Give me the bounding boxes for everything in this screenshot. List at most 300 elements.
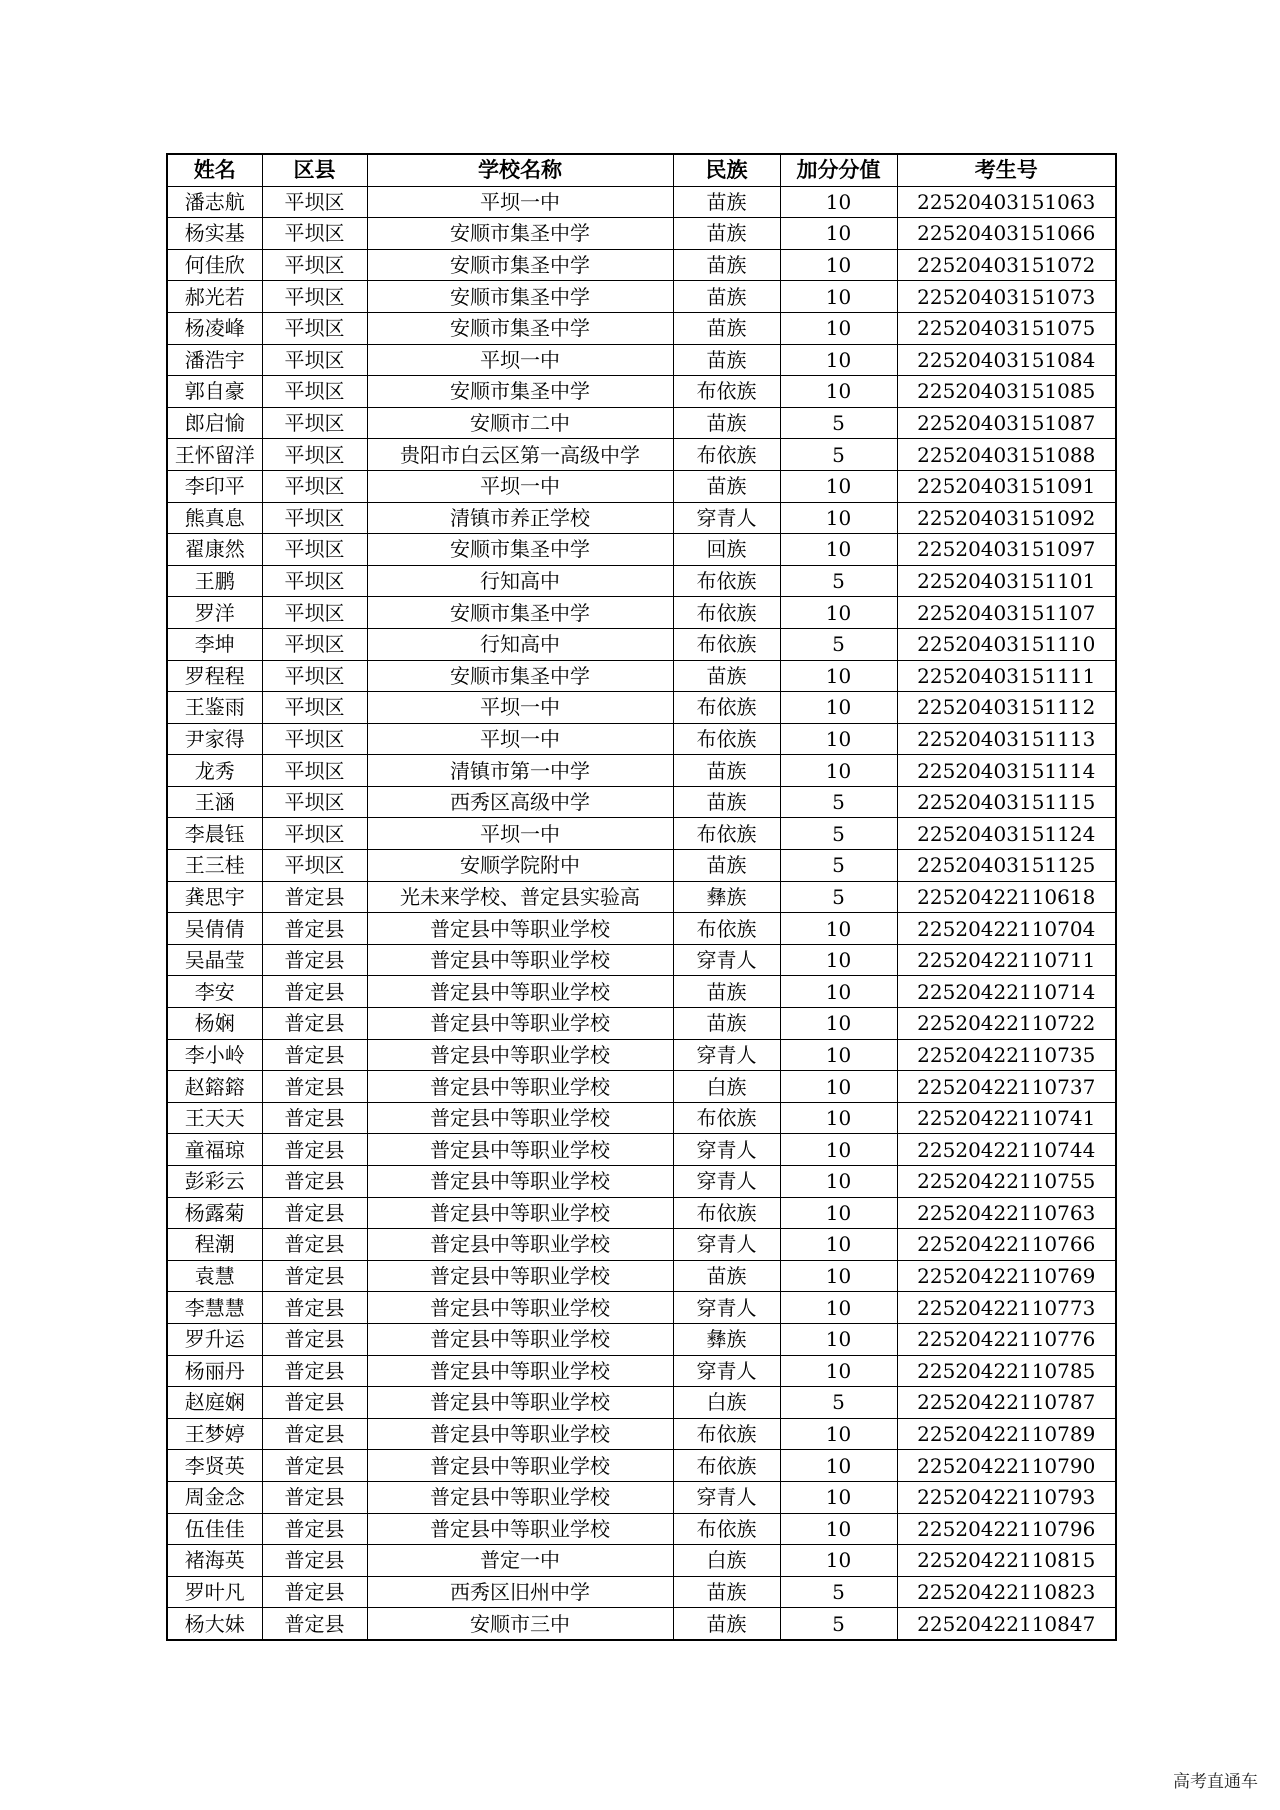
- cell-ethnicity: 白族: [673, 1545, 780, 1577]
- cell-ethnicity: 回族: [673, 534, 780, 566]
- cell-district: 普定县: [262, 1071, 367, 1103]
- cell-bonus-points: 10: [780, 1008, 897, 1040]
- cell-name: 杨娴: [167, 1008, 262, 1040]
- cell-district: 平坝区: [262, 249, 367, 281]
- cell-ethnicity: 苗族: [673, 344, 780, 376]
- cell-school: 普定县中等职业学校: [367, 976, 673, 1008]
- cell-exam-number: 22520422110769: [897, 1260, 1116, 1292]
- cell-bonus-points: 10: [780, 1450, 897, 1482]
- cell-name: 李安: [167, 976, 262, 1008]
- cell-name: 王天天: [167, 1102, 262, 1134]
- cell-district: 平坝区: [262, 692, 367, 724]
- cell-district: 平坝区: [262, 439, 367, 471]
- table-row: [167, 1071, 1116, 1103]
- table-row: [167, 1197, 1116, 1229]
- cell-name: 童福琼: [167, 1134, 262, 1166]
- header-row: [167, 154, 1116, 186]
- header-school: 学校名称: [367, 154, 673, 186]
- cell-school: 清镇市养正学校: [367, 502, 673, 534]
- cell-exam-number: 22520403151088: [897, 439, 1116, 471]
- cell-exam-number: 22520422110847: [897, 1608, 1116, 1640]
- table-row: [167, 1481, 1116, 1513]
- cell-exam-number: 22520403151073: [897, 281, 1116, 313]
- cell-school: 安顺市二中: [367, 407, 673, 439]
- cell-bonus-points: 5: [780, 818, 897, 850]
- table-row: [167, 281, 1116, 313]
- cell-exam-number: 22520403151114: [897, 755, 1116, 787]
- cell-ethnicity: 穿青人: [673, 1229, 780, 1261]
- table-row: [167, 1323, 1116, 1355]
- cell-school: 安顺市集圣中学: [367, 660, 673, 692]
- cell-bonus-points: 10: [780, 1513, 897, 1545]
- cell-name: 李晨钰: [167, 818, 262, 850]
- cell-school: 普定县中等职业学校: [367, 1229, 673, 1261]
- cell-school: 行知高中: [367, 628, 673, 660]
- cell-district: 普定县: [262, 1513, 367, 1545]
- cell-name: 彭彩云: [167, 1166, 262, 1198]
- cell-name: 赵鎔鎔: [167, 1071, 262, 1103]
- cell-ethnicity: 穿青人: [673, 1039, 780, 1071]
- cell-ethnicity: 布依族: [673, 913, 780, 945]
- cell-exam-number: 22520403151113: [897, 723, 1116, 755]
- table-row: [167, 1450, 1116, 1482]
- cell-exam-number: 22520422110744: [897, 1134, 1116, 1166]
- cell-name: 袁慧: [167, 1260, 262, 1292]
- cell-bonus-points: 10: [780, 1071, 897, 1103]
- cell-exam-number: 22520422110722: [897, 1008, 1116, 1040]
- table-row: [167, 376, 1116, 408]
- cell-district: 普定县: [262, 1608, 367, 1640]
- cell-bonus-points: 10: [780, 1260, 897, 1292]
- cell-exam-number: 22520422110789: [897, 1418, 1116, 1450]
- cell-bonus-points: 10: [780, 944, 897, 976]
- cell-exam-number: 22520403151124: [897, 818, 1116, 850]
- cell-name: 李贤英: [167, 1450, 262, 1482]
- cell-school: 普定县中等职业学校: [367, 1387, 673, 1419]
- cell-bonus-points: 5: [780, 1387, 897, 1419]
- cell-exam-number: 22520422110711: [897, 944, 1116, 976]
- cell-name: 褚海英: [167, 1545, 262, 1577]
- cell-school: 西秀区旧州中学: [367, 1576, 673, 1608]
- cell-district: 平坝区: [262, 755, 367, 787]
- cell-bonus-points: 10: [780, 186, 897, 218]
- cell-name: 熊真息: [167, 502, 262, 534]
- cell-name: 龙秀: [167, 755, 262, 787]
- cell-bonus-points: 5: [780, 439, 897, 471]
- table-row: [167, 913, 1116, 945]
- cell-district: 普定县: [262, 1008, 367, 1040]
- cell-school: 普定县中等职业学校: [367, 913, 673, 945]
- cell-name: 杨凌峰: [167, 312, 262, 344]
- cell-exam-number: 22520422110741: [897, 1102, 1116, 1134]
- cell-exam-number: 22520403151110: [897, 628, 1116, 660]
- cell-name: 伍佳佳: [167, 1513, 262, 1545]
- cell-district: 普定县: [262, 881, 367, 913]
- table-row: [167, 976, 1116, 1008]
- table-row: [167, 1292, 1116, 1324]
- cell-school: 安顺市集圣中学: [367, 312, 673, 344]
- cell-district: 平坝区: [262, 502, 367, 534]
- table-row: [167, 1387, 1116, 1419]
- header-district: 区县: [262, 154, 367, 186]
- cell-ethnicity: 苗族: [673, 786, 780, 818]
- cell-name: 王梦婷: [167, 1418, 262, 1450]
- cell-school: 安顺学院附中: [367, 850, 673, 882]
- cell-bonus-points: 10: [780, 1418, 897, 1450]
- cell-district: 平坝区: [262, 850, 367, 882]
- cell-bonus-points: 10: [780, 1102, 897, 1134]
- cell-exam-number: 22520422110785: [897, 1355, 1116, 1387]
- cell-bonus-points: 10: [780, 249, 897, 281]
- cell-exam-number: 22520403151112: [897, 692, 1116, 724]
- cell-bonus-points: 10: [780, 470, 897, 502]
- cell-ethnicity: 布依族: [673, 692, 780, 724]
- cell-exam-number: 22520422110773: [897, 1292, 1116, 1324]
- cell-school: 普定县中等职业学校: [367, 1166, 673, 1198]
- cell-exam-number: 22520422110735: [897, 1039, 1116, 1071]
- cell-name: 吴倩倩: [167, 913, 262, 945]
- cell-bonus-points: 10: [780, 502, 897, 534]
- table-row: [167, 1260, 1116, 1292]
- cell-school: 普定县中等职业学校: [367, 1418, 673, 1450]
- table-row: [167, 723, 1116, 755]
- cell-school: 普定县中等职业学校: [367, 1450, 673, 1482]
- cell-ethnicity: 布依族: [673, 1197, 780, 1229]
- cell-bonus-points: 10: [780, 723, 897, 755]
- table-row: [167, 1102, 1116, 1134]
- cell-district: 平坝区: [262, 470, 367, 502]
- cell-district: 普定县: [262, 1481, 367, 1513]
- table-row: [167, 407, 1116, 439]
- cell-name: 罗升运: [167, 1323, 262, 1355]
- table-row: [167, 1545, 1116, 1577]
- table-row: [167, 850, 1116, 882]
- cell-district: 平坝区: [262, 344, 367, 376]
- cell-ethnicity: 苗族: [673, 850, 780, 882]
- cell-district: 普定县: [262, 1102, 367, 1134]
- cell-district: 普定县: [262, 1260, 367, 1292]
- bonus-points-table: [166, 153, 1117, 1641]
- cell-name: 李坤: [167, 628, 262, 660]
- cell-name: 罗程程: [167, 660, 262, 692]
- cell-district: 平坝区: [262, 534, 367, 566]
- cell-bonus-points: 10: [780, 913, 897, 945]
- cell-ethnicity: 苗族: [673, 281, 780, 313]
- cell-ethnicity: 白族: [673, 1071, 780, 1103]
- cell-bonus-points: 10: [780, 1292, 897, 1324]
- table-row: [167, 534, 1116, 566]
- cell-name: 吴晶莹: [167, 944, 262, 976]
- cell-bonus-points: 10: [780, 376, 897, 408]
- cell-district: 平坝区: [262, 723, 367, 755]
- cell-ethnicity: 彝族: [673, 881, 780, 913]
- cell-name: 罗洋: [167, 597, 262, 629]
- table-row: [167, 755, 1116, 787]
- table-row: [167, 218, 1116, 250]
- cell-school: 行知高中: [367, 565, 673, 597]
- header-name: 姓名: [167, 154, 262, 186]
- cell-district: 普定县: [262, 1292, 367, 1324]
- cell-school: 普定县中等职业学校: [367, 1292, 673, 1324]
- cell-exam-number: 22520403151066: [897, 218, 1116, 250]
- cell-school: 普定县中等职业学校: [367, 1260, 673, 1292]
- cell-exam-number: 22520422110763: [897, 1197, 1116, 1229]
- cell-exam-number: 22520422110793: [897, 1481, 1116, 1513]
- cell-name: 郎启愉: [167, 407, 262, 439]
- cell-exam-number: 22520403151125: [897, 850, 1116, 882]
- cell-bonus-points: 10: [780, 660, 897, 692]
- cell-name: 杨实基: [167, 218, 262, 250]
- cell-ethnicity: 布依族: [673, 439, 780, 471]
- cell-school: 安顺市集圣中学: [367, 249, 673, 281]
- cell-ethnicity: 苗族: [673, 470, 780, 502]
- cell-exam-number: 22520422110790: [897, 1450, 1116, 1482]
- cell-name: 郝光若: [167, 281, 262, 313]
- cell-bonus-points: 10: [780, 1197, 897, 1229]
- cell-district: 普定县: [262, 913, 367, 945]
- table-row: [167, 597, 1116, 629]
- table-row: [167, 628, 1116, 660]
- cell-school: 普定县中等职业学校: [367, 1134, 673, 1166]
- cell-school: 普定县中等职业学校: [367, 944, 673, 976]
- cell-ethnicity: 苗族: [673, 976, 780, 1008]
- table-row: [167, 344, 1116, 376]
- cell-bonus-points: 5: [780, 1576, 897, 1608]
- cell-district: 普定县: [262, 1197, 367, 1229]
- cell-district: 平坝区: [262, 660, 367, 692]
- cell-bonus-points: 10: [780, 692, 897, 724]
- cell-ethnicity: 穿青人: [673, 1481, 780, 1513]
- cell-exam-number: 22520403151097: [897, 534, 1116, 566]
- table-row: [167, 881, 1116, 913]
- cell-exam-number: 22520403151063: [897, 186, 1116, 218]
- cell-school: 安顺市三中: [367, 1608, 673, 1640]
- cell-district: 普定县: [262, 1229, 367, 1261]
- cell-ethnicity: 布依族: [673, 565, 780, 597]
- cell-exam-number: 22520422110704: [897, 913, 1116, 945]
- table-row: [167, 1355, 1116, 1387]
- cell-ethnicity: 穿青人: [673, 944, 780, 976]
- cell-bonus-points: 5: [780, 565, 897, 597]
- cell-bonus-points: 5: [780, 850, 897, 882]
- cell-ethnicity: 苗族: [673, 186, 780, 218]
- cell-bonus-points: 10: [780, 976, 897, 1008]
- cell-ethnicity: 穿青人: [673, 1166, 780, 1198]
- cell-exam-number: 22520422110766: [897, 1229, 1116, 1261]
- table-row: [167, 1134, 1116, 1166]
- cell-district: 普定县: [262, 1387, 367, 1419]
- cell-school: 平坝一中: [367, 818, 673, 850]
- cell-district: 平坝区: [262, 597, 367, 629]
- cell-name: 程潮: [167, 1229, 262, 1261]
- cell-district: 普定县: [262, 1418, 367, 1450]
- cell-name: 翟康然: [167, 534, 262, 566]
- cell-exam-number: 22520403151084: [897, 344, 1116, 376]
- cell-bonus-points: 10: [780, 1323, 897, 1355]
- cell-ethnicity: 白族: [673, 1387, 780, 1419]
- cell-name: 赵庭娴: [167, 1387, 262, 1419]
- cell-exam-number: 22520403151085: [897, 376, 1116, 408]
- cell-ethnicity: 布依族: [673, 628, 780, 660]
- cell-exam-number: 22520422110737: [897, 1071, 1116, 1103]
- cell-exam-number: 22520403151075: [897, 312, 1116, 344]
- cell-district: 普定县: [262, 1323, 367, 1355]
- cell-school: 安顺市集圣中学: [367, 534, 673, 566]
- cell-exam-number: 22520403151072: [897, 249, 1116, 281]
- cell-district: 平坝区: [262, 218, 367, 250]
- cell-bonus-points: 5: [780, 786, 897, 818]
- cell-school: 平坝一中: [367, 186, 673, 218]
- cell-ethnicity: 穿青人: [673, 1134, 780, 1166]
- cell-district: 平坝区: [262, 628, 367, 660]
- cell-ethnicity: 布依族: [673, 723, 780, 755]
- cell-district: 平坝区: [262, 281, 367, 313]
- cell-name: 周金念: [167, 1481, 262, 1513]
- cell-district: 普定县: [262, 1576, 367, 1608]
- cell-name: 杨露菊: [167, 1197, 262, 1229]
- table-row: [167, 470, 1116, 502]
- cell-bonus-points: 10: [780, 597, 897, 629]
- cell-ethnicity: 布依族: [673, 1418, 780, 1450]
- cell-exam-number: 22520422110796: [897, 1513, 1116, 1545]
- cell-district: 平坝区: [262, 186, 367, 218]
- cell-school: 普定县中等职业学校: [367, 1039, 673, 1071]
- cell-ethnicity: 穿青人: [673, 1355, 780, 1387]
- cell-name: 郭自豪: [167, 376, 262, 408]
- cell-district: 平坝区: [262, 407, 367, 439]
- cell-school: 贵阳市白云区第一高级中学: [367, 439, 673, 471]
- cell-exam-number: 22520422110755: [897, 1166, 1116, 1198]
- cell-ethnicity: 苗族: [673, 1260, 780, 1292]
- table-row: [167, 312, 1116, 344]
- cell-school: 安顺市集圣中学: [367, 597, 673, 629]
- cell-school: 光未来学校、普定县实验高: [367, 881, 673, 913]
- cell-school: 安顺市集圣中学: [367, 281, 673, 313]
- cell-exam-number: 22520422110823: [897, 1576, 1116, 1608]
- cell-name: 王鉴雨: [167, 692, 262, 724]
- table-row: [167, 502, 1116, 534]
- table-row: [167, 944, 1116, 976]
- cell-district: 平坝区: [262, 376, 367, 408]
- cell-district: 普定县: [262, 1134, 367, 1166]
- cell-ethnicity: 布依族: [673, 376, 780, 408]
- table-row: [167, 1608, 1116, 1640]
- cell-ethnicity: 穿青人: [673, 502, 780, 534]
- cell-exam-number: 22520403151111: [897, 660, 1116, 692]
- cell-bonus-points: 10: [780, 1039, 897, 1071]
- cell-bonus-points: 10: [780, 1545, 897, 1577]
- cell-school: 普定县中等职业学校: [367, 1008, 673, 1040]
- table-row: [167, 1418, 1116, 1450]
- cell-name: 龚思宇: [167, 881, 262, 913]
- cell-bonus-points: 10: [780, 1355, 897, 1387]
- cell-district: 普定县: [262, 1545, 367, 1577]
- cell-ethnicity: 苗族: [673, 1576, 780, 1608]
- cell-ethnicity: 苗族: [673, 218, 780, 250]
- table-row: [167, 1008, 1116, 1040]
- cell-school: 普定县中等职业学校: [367, 1513, 673, 1545]
- table-row: [167, 660, 1116, 692]
- table-row: [167, 1039, 1116, 1071]
- cell-ethnicity: 苗族: [673, 660, 780, 692]
- table-row: [167, 692, 1116, 724]
- cell-ethnicity: 苗族: [673, 755, 780, 787]
- table-row: [167, 1576, 1116, 1608]
- cell-name: 李小岭: [167, 1039, 262, 1071]
- table-row: [167, 1229, 1116, 1261]
- cell-name: 何佳欣: [167, 249, 262, 281]
- cell-district: 普定县: [262, 1450, 367, 1482]
- cell-ethnicity: 彝族: [673, 1323, 780, 1355]
- cell-ethnicity: 布依族: [673, 818, 780, 850]
- cell-ethnicity: 苗族: [673, 1608, 780, 1640]
- header-ethnicity: 民族: [673, 154, 780, 186]
- cell-school: 普定县中等职业学校: [367, 1481, 673, 1513]
- cell-name: 王涵: [167, 786, 262, 818]
- cell-exam-number: 22520403151115: [897, 786, 1116, 818]
- table-row: [167, 1513, 1116, 1545]
- cell-bonus-points: 5: [780, 407, 897, 439]
- cell-district: 平坝区: [262, 312, 367, 344]
- cell-exam-number: 22520403151087: [897, 407, 1116, 439]
- cell-exam-number: 22520422110714: [897, 976, 1116, 1008]
- cell-name: 王怀留洋: [167, 439, 262, 471]
- cell-name: 潘浩宇: [167, 344, 262, 376]
- cell-ethnicity: 苗族: [673, 249, 780, 281]
- cell-exam-number: 22520403151092: [897, 502, 1116, 534]
- table-row: [167, 186, 1116, 218]
- cell-ethnicity: 布依族: [673, 597, 780, 629]
- cell-school: 清镇市第一中学: [367, 755, 673, 787]
- footer-watermark: 高考直通车: [1173, 1772, 1258, 1792]
- cell-exam-number: 22520422110618: [897, 881, 1116, 913]
- cell-district: 普定县: [262, 944, 367, 976]
- cell-district: 普定县: [262, 1166, 367, 1198]
- cell-bonus-points: 10: [780, 344, 897, 376]
- cell-school: 平坝一中: [367, 344, 673, 376]
- cell-bonus-points: 10: [780, 1481, 897, 1513]
- cell-bonus-points: 10: [780, 1229, 897, 1261]
- cell-bonus-points: 5: [780, 1608, 897, 1640]
- cell-school: 西秀区高级中学: [367, 786, 673, 818]
- header-exam-number: 考生号: [897, 154, 1116, 186]
- cell-ethnicity: 穿青人: [673, 1292, 780, 1324]
- cell-ethnicity: 布依族: [673, 1102, 780, 1134]
- cell-school: 普定县中等职业学校: [367, 1071, 673, 1103]
- cell-exam-number: 22520403151101: [897, 565, 1116, 597]
- cell-exam-number: 22520422110776: [897, 1323, 1116, 1355]
- cell-ethnicity: 布依族: [673, 1513, 780, 1545]
- cell-bonus-points: 10: [780, 534, 897, 566]
- cell-name: 罗叶凡: [167, 1576, 262, 1608]
- cell-school: 普定县中等职业学校: [367, 1102, 673, 1134]
- cell-district: 平坝区: [262, 786, 367, 818]
- cell-bonus-points: 10: [780, 1134, 897, 1166]
- cell-school: 普定县中等职业学校: [367, 1323, 673, 1355]
- table-row: [167, 1166, 1116, 1198]
- cell-name: 李慧慧: [167, 1292, 262, 1324]
- cell-name: 杨大妹: [167, 1608, 262, 1640]
- cell-district: 平坝区: [262, 818, 367, 850]
- cell-name: 杨丽丹: [167, 1355, 262, 1387]
- cell-exam-number: 22520403151091: [897, 470, 1116, 502]
- cell-school: 安顺市集圣中学: [367, 218, 673, 250]
- table-row: [167, 818, 1116, 850]
- cell-school: 平坝一中: [367, 470, 673, 502]
- cell-name: 王鹏: [167, 565, 262, 597]
- table-header: [167, 154, 1116, 186]
- cell-district: 普定县: [262, 1355, 367, 1387]
